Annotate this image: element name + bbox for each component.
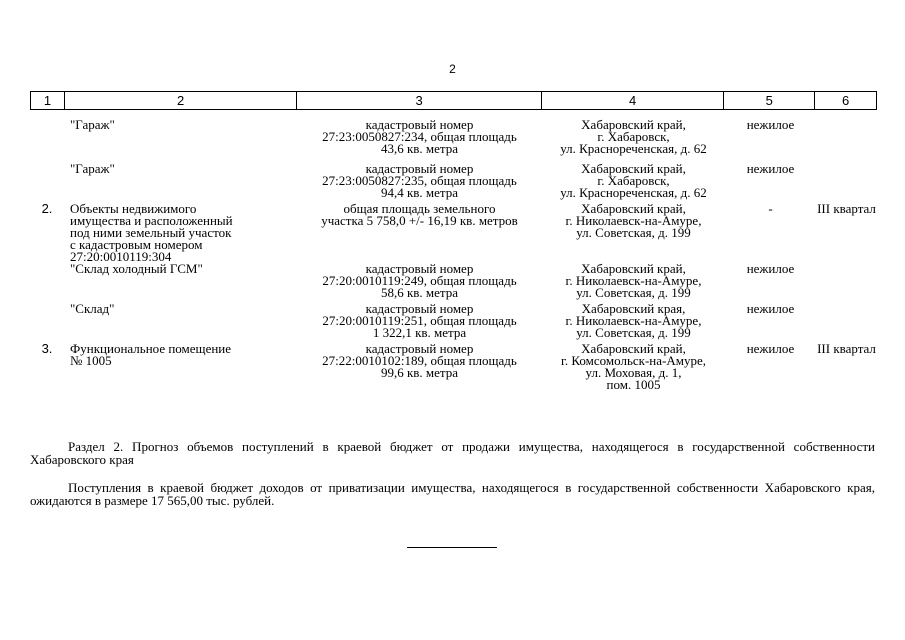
object-details [297, 343, 542, 391]
object-address-line: г. Хабаровск, [597, 173, 670, 188]
object-address [542, 163, 725, 199]
object-address-line: Хабаровский край, [581, 261, 686, 276]
row-number [30, 119, 64, 155]
object-details-line: 27:20:0010119:251, общая площадь [322, 313, 517, 328]
object-name-line: под ними земельный участок [70, 225, 232, 240]
object-address-line: Хабаровский края, [581, 301, 686, 316]
object-details-line: 27:23:0050827:234, общая площадь [322, 129, 517, 144]
table-row [30, 119, 877, 155]
object-address-line: ул. Краснореченская, д. 62 [560, 185, 707, 200]
header-cell-4: 4 [542, 92, 725, 109]
object-details-line: кадастровый номер [365, 341, 474, 356]
object-address-line: пом. 1005 [606, 377, 661, 392]
object-details [297, 163, 542, 199]
object-address-line: г. Николаевск-на-Амуре, [565, 313, 702, 328]
header-cell-3: 3 [297, 92, 541, 109]
sale-quarter: III квартал [817, 341, 876, 356]
table-header [30, 91, 877, 110]
object-address-line: г. Николаевск-на-Амуре, [565, 273, 702, 288]
object-address-line: г. Комсомольск-на-Амуре, [561, 353, 706, 368]
object-address [542, 119, 725, 155]
object-address [542, 343, 725, 391]
object-details-line: 27:20:0010119:249, общая площадь [322, 273, 517, 288]
object-address-line: ул. Моховая, д. 1, [585, 365, 682, 380]
object-type: - [768, 201, 773, 216]
row-number: 3. [41, 341, 53, 356]
object-address-line: г. Хабаровск, [597, 129, 670, 144]
object-name-line: Объекты недвижимого [70, 201, 197, 216]
object-name-line: с кадастровым номером [70, 237, 203, 252]
table-row [30, 203, 877, 263]
object-name-line: "Склад холодный ГСМ" [70, 261, 203, 276]
table-row [30, 163, 877, 199]
object-details-line: кадастровый номер [365, 261, 474, 276]
object-name [64, 303, 297, 339]
object-details [297, 303, 542, 339]
object-address-line: ул. Советская, д. 199 [576, 225, 691, 240]
header-cell-2: 2 [65, 92, 297, 109]
object-name [64, 203, 297, 263]
sale-quarter [816, 119, 877, 155]
object-name-line: "Склад" [70, 301, 115, 316]
table-row [30, 343, 877, 391]
row-number: 2. [41, 201, 53, 216]
object-address [542, 263, 725, 299]
object-name-line: 27:20:0010119:304 [70, 249, 172, 264]
header-cell-5: 5 [724, 92, 815, 109]
object-type: нежилое [746, 117, 795, 132]
object-address-line: ул. Краснореченская, д. 62 [560, 141, 707, 156]
header-cell-1: 1 [31, 92, 65, 109]
object-details-line: 27:22:0010102:189, общая площадь [322, 353, 517, 368]
object-details-line: кадастровый номер [365, 117, 474, 132]
object-name-line: "Гараж" [70, 161, 115, 176]
object-address-line: Хабаровский край, [581, 161, 686, 176]
row-number [30, 303, 64, 339]
object-address-line: Хабаровский край, [581, 201, 686, 216]
object-address-line: ул. Советская, д. 199 [576, 285, 691, 300]
table-body [30, 119, 877, 391]
object-type: нежилое [746, 161, 795, 176]
object-details-line: кадастровый номер [365, 161, 474, 176]
sale-quarter [816, 163, 877, 199]
object-name [64, 343, 297, 391]
row-number [30, 163, 64, 199]
object-details-line: кадастровый номер [365, 301, 474, 316]
object-details [297, 263, 542, 299]
object-address [542, 203, 725, 263]
object-type: нежилое [746, 261, 795, 276]
section-2-heading-text: Раздел 2. Прогноз объемов поступлений в краевой бюджет от продажи имущества, находящегося в государственной собственности Хабаровского края [30, 439, 875, 467]
end-rule [407, 547, 497, 548]
section-2-paragraph-text: Поступления в краевой бюджет доходов от приватизации имущества, находящегося в государственной собственности Хабаровского края, ожидаются в размере 17 565,00 тыс. рублей. [30, 480, 875, 508]
object-type: нежилое [746, 301, 795, 316]
object-name-line: имущества и расположенный [70, 213, 233, 228]
object-name [64, 119, 297, 155]
object-address-line: Хабаровский край, [581, 341, 686, 356]
page-number: 2 [449, 62, 456, 76]
object-details-line: 43,6 кв. метра [380, 141, 459, 156]
object-details [297, 119, 542, 155]
object-name-line: Функциональное помещение [70, 341, 232, 356]
header-cell-6: 6 [841, 93, 850, 108]
sale-quarter [816, 263, 877, 299]
object-details-line: 27:23:0050827:235, общая площадь [322, 173, 517, 188]
object-address-line: ул. Советская, д. 199 [576, 325, 691, 340]
object-details-line: общая площадь земельного [343, 201, 496, 216]
object-address-line: Хабаровский край, [581, 117, 686, 132]
object-details-line: 99,6 кв. метра [380, 365, 459, 380]
object-name-line: № 1005 [70, 353, 112, 368]
object-details-line: участка 5 758,0 +/- 16,19 кв. метров [321, 213, 518, 228]
row-number [30, 263, 64, 299]
object-name [64, 263, 297, 299]
object-details-line: 58,6 кв. метра [380, 285, 459, 300]
object-details-line: 1 322,1 кв. метра [372, 325, 467, 340]
object-name [64, 163, 297, 199]
object-address [542, 303, 725, 339]
object-address-line: г. Николаевск-на-Амуре, [565, 213, 702, 228]
object-details [297, 203, 542, 263]
object-type: нежилое [746, 341, 795, 356]
sale-quarter [816, 303, 877, 339]
object-details-line: 94,4 кв. метра [380, 185, 459, 200]
section-2-heading [30, 440, 875, 466]
table-row [30, 303, 877, 339]
section-2-paragraph [30, 481, 875, 507]
sale-quarter: III квартал [817, 201, 876, 216]
object-name-line: "Гараж" [70, 117, 115, 132]
table-row [30, 263, 877, 299]
